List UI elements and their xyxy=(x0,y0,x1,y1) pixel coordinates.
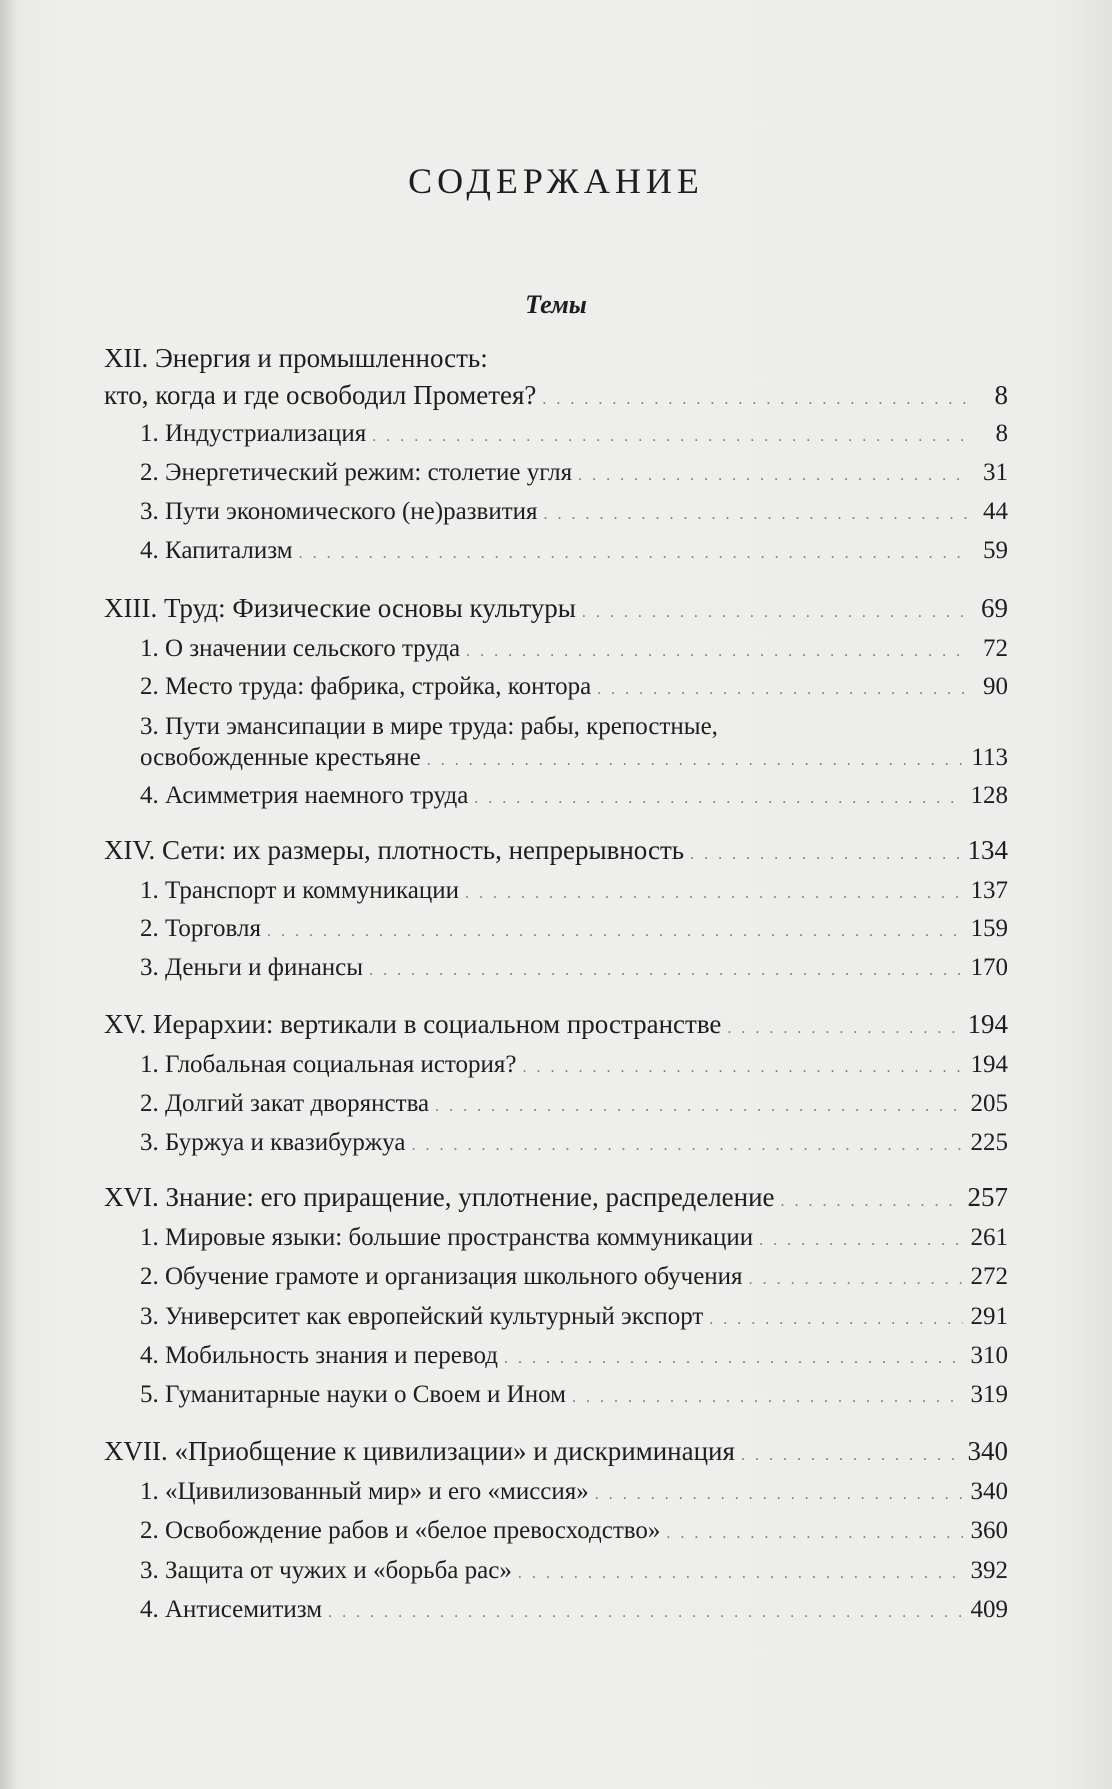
leader-dots xyxy=(504,1342,963,1376)
page-number: 159 xyxy=(970,915,1008,942)
page-number: 170 xyxy=(970,954,1008,981)
page-number: 31 xyxy=(983,459,1008,486)
section-entry[interactable] xyxy=(140,1087,1008,1124)
leader-dots xyxy=(466,635,970,669)
page-number: 113 xyxy=(971,744,1008,771)
section-title: 1. Индустриализация xyxy=(140,420,367,447)
section-title-line2: освобожденные крестьяне xyxy=(140,744,421,771)
chapter-entry[interactable] xyxy=(104,833,1008,872)
leader-dots xyxy=(759,1224,962,1258)
chapter-entry[interactable] xyxy=(104,1434,1008,1473)
section-entry[interactable] xyxy=(140,741,1008,778)
section-entry[interactable] xyxy=(140,417,1008,454)
section-entry[interactable] xyxy=(140,670,1008,707)
leader-dots xyxy=(372,420,970,454)
page-number: 272 xyxy=(970,1263,1008,1290)
page-number: 194 xyxy=(970,1051,1008,1078)
section-entry[interactable] xyxy=(140,951,1008,988)
chapter-title: XIV. Сети: их размеры, плотность, непрерывность xyxy=(104,835,685,865)
page-number: 59 xyxy=(983,537,1008,564)
page-number: 134 xyxy=(967,835,1008,865)
section-title: 3. Пути экономического (не)развития xyxy=(140,498,538,525)
page-title: СОДЕРЖАНИЕ xyxy=(408,161,704,201)
section-title: 2. Долгий закат дворянства xyxy=(140,1090,430,1117)
section-entry[interactable] xyxy=(140,874,1008,911)
leader-dots xyxy=(435,1090,962,1124)
section-title: 3. Защита от чужих и «борьба рас» xyxy=(140,1557,512,1584)
page-number: 72 xyxy=(983,635,1008,662)
section-title: 2. Торговля xyxy=(140,915,261,942)
section-entry[interactable] xyxy=(140,1126,1008,1163)
section-title: 4. Асимметрия наемного труда xyxy=(140,782,469,809)
leader-dots xyxy=(741,1439,960,1473)
leader-dots xyxy=(544,498,970,532)
page-number: 137 xyxy=(970,877,1008,904)
leader-dots xyxy=(582,596,970,630)
section-title: 3. Университет как европейский культурный экспорт xyxy=(140,1303,704,1330)
chapter-title: XV. Иерархии: вертикали в социальном пространстве xyxy=(104,1009,722,1039)
section-entry[interactable] xyxy=(140,495,1008,532)
chapter-title: XVI. Знание: его приращение, уплотнение, распределение xyxy=(104,1182,775,1212)
page-number: 225 xyxy=(970,1129,1008,1156)
section-entry[interactable] xyxy=(140,1475,1008,1512)
page-number: 409 xyxy=(970,1596,1008,1623)
section-title: 3. Буржуа и квазибуржуа xyxy=(140,1129,406,1156)
page-number: 44 xyxy=(983,498,1008,525)
leader-dots xyxy=(299,537,970,571)
chapter-entry[interactable] xyxy=(104,1180,1008,1219)
leader-dots xyxy=(727,1012,959,1046)
section-title: 3. Деньги и финансы xyxy=(140,954,364,981)
leader-dots xyxy=(328,1596,962,1630)
page-subtitle: Темы xyxy=(525,290,587,319)
section-title: 1. Мировые языки: большие пространства коммуникации xyxy=(140,1224,754,1251)
section-title: 4. Мобильность знания и перевод xyxy=(140,1342,498,1369)
section-title: 2. Освобождение рабов и «белое превосходство» xyxy=(140,1517,661,1544)
section-title: 1. О значении сельского труда xyxy=(140,635,461,662)
page-number: 310 xyxy=(970,1342,1008,1369)
chapter-title: XVII. «Приобщение к цивилизации» и дискриминация xyxy=(104,1436,735,1466)
chapter-title-line1: XII. Энергия и промышленность: xyxy=(104,343,488,373)
section-title: 5. Гуманитарные науки о Своем и Ином xyxy=(140,1381,566,1408)
leader-dots xyxy=(666,1517,962,1551)
page-number: 205 xyxy=(970,1090,1008,1117)
leader-dots xyxy=(781,1185,960,1219)
page-number: 69 xyxy=(981,593,1008,623)
page-number: 194 xyxy=(967,1009,1008,1039)
section-entry[interactable] xyxy=(140,1221,1008,1258)
leader-dots xyxy=(595,1478,963,1512)
chapter-title: XIII. Труд: Физические основы культуры xyxy=(104,593,576,623)
leader-dots xyxy=(369,954,962,988)
page-number: 90 xyxy=(983,673,1008,700)
page-number: 8 xyxy=(995,420,1008,447)
leader-dots xyxy=(465,877,962,911)
leader-dots xyxy=(749,1263,963,1297)
section-entry[interactable] xyxy=(140,1378,1008,1415)
section-entry[interactable] xyxy=(140,1260,1008,1297)
section-entry[interactable] xyxy=(140,912,1008,949)
chapter-entry[interactable] xyxy=(104,1007,1008,1046)
section-title: 2. Место труда: фабрика, стройка, контора xyxy=(140,673,592,700)
leader-dots xyxy=(597,673,970,707)
section-entry[interactable] xyxy=(140,1593,1008,1630)
section-entry[interactable] xyxy=(140,1300,1008,1337)
page-number: 128 xyxy=(970,782,1008,809)
section-entry[interactable] xyxy=(140,1554,1008,1591)
page-number: 319 xyxy=(970,1381,1008,1408)
leader-dots xyxy=(690,838,959,872)
leader-dots xyxy=(427,744,964,778)
leader-dots xyxy=(411,1129,962,1163)
chapter-entry[interactable] xyxy=(104,378,1008,417)
leader-dots xyxy=(572,1381,963,1415)
section-title: 2. Обучение грамоте и организация школьного обучения xyxy=(140,1263,743,1290)
section-entry[interactable] xyxy=(140,779,1008,816)
section-title: 1. «Цивилизованный мир» и его «миссия» xyxy=(140,1478,589,1505)
section-title: 1. Глобальная социальная история? xyxy=(140,1051,517,1078)
leader-dots xyxy=(267,915,963,949)
section-entry[interactable] xyxy=(140,1514,1008,1551)
section-entry[interactable] xyxy=(140,1048,1008,1085)
section-title: 4. Капитализм xyxy=(140,537,293,564)
page-number: 257 xyxy=(967,1182,1008,1212)
page-number: 291 xyxy=(970,1303,1008,1330)
chapter-entry[interactable] xyxy=(104,591,1008,630)
page-number: 8 xyxy=(994,380,1008,410)
section-title: 1. Транспорт и коммуникации xyxy=(140,877,460,904)
leader-dots xyxy=(709,1303,962,1337)
leader-dots xyxy=(474,782,962,816)
section-entry[interactable] xyxy=(140,456,1008,493)
leader-dots xyxy=(578,459,970,493)
leader-dots xyxy=(542,383,970,417)
section-entry[interactable] xyxy=(140,534,1008,571)
leader-dots xyxy=(518,1557,963,1591)
page-number: 340 xyxy=(970,1478,1008,1505)
chapter-title-line2: кто, когда и где освободил Прометея? xyxy=(104,380,537,410)
page-number: 261 xyxy=(970,1224,1008,1251)
section-entry[interactable] xyxy=(140,1339,1008,1376)
leader-dots xyxy=(523,1051,963,1085)
page-number: 360 xyxy=(970,1517,1008,1544)
section-entry[interactable] xyxy=(140,632,1008,669)
section-title: 4. Антисемитизм xyxy=(140,1596,323,1623)
page-number: 340 xyxy=(967,1436,1008,1466)
page-number: 392 xyxy=(970,1557,1008,1584)
section-title: 2. Энергетический режим: столетие угля xyxy=(140,459,573,486)
section-title-line1: 3. Пути эмансипации в мире труда: рабы, крепостные, xyxy=(140,713,718,740)
